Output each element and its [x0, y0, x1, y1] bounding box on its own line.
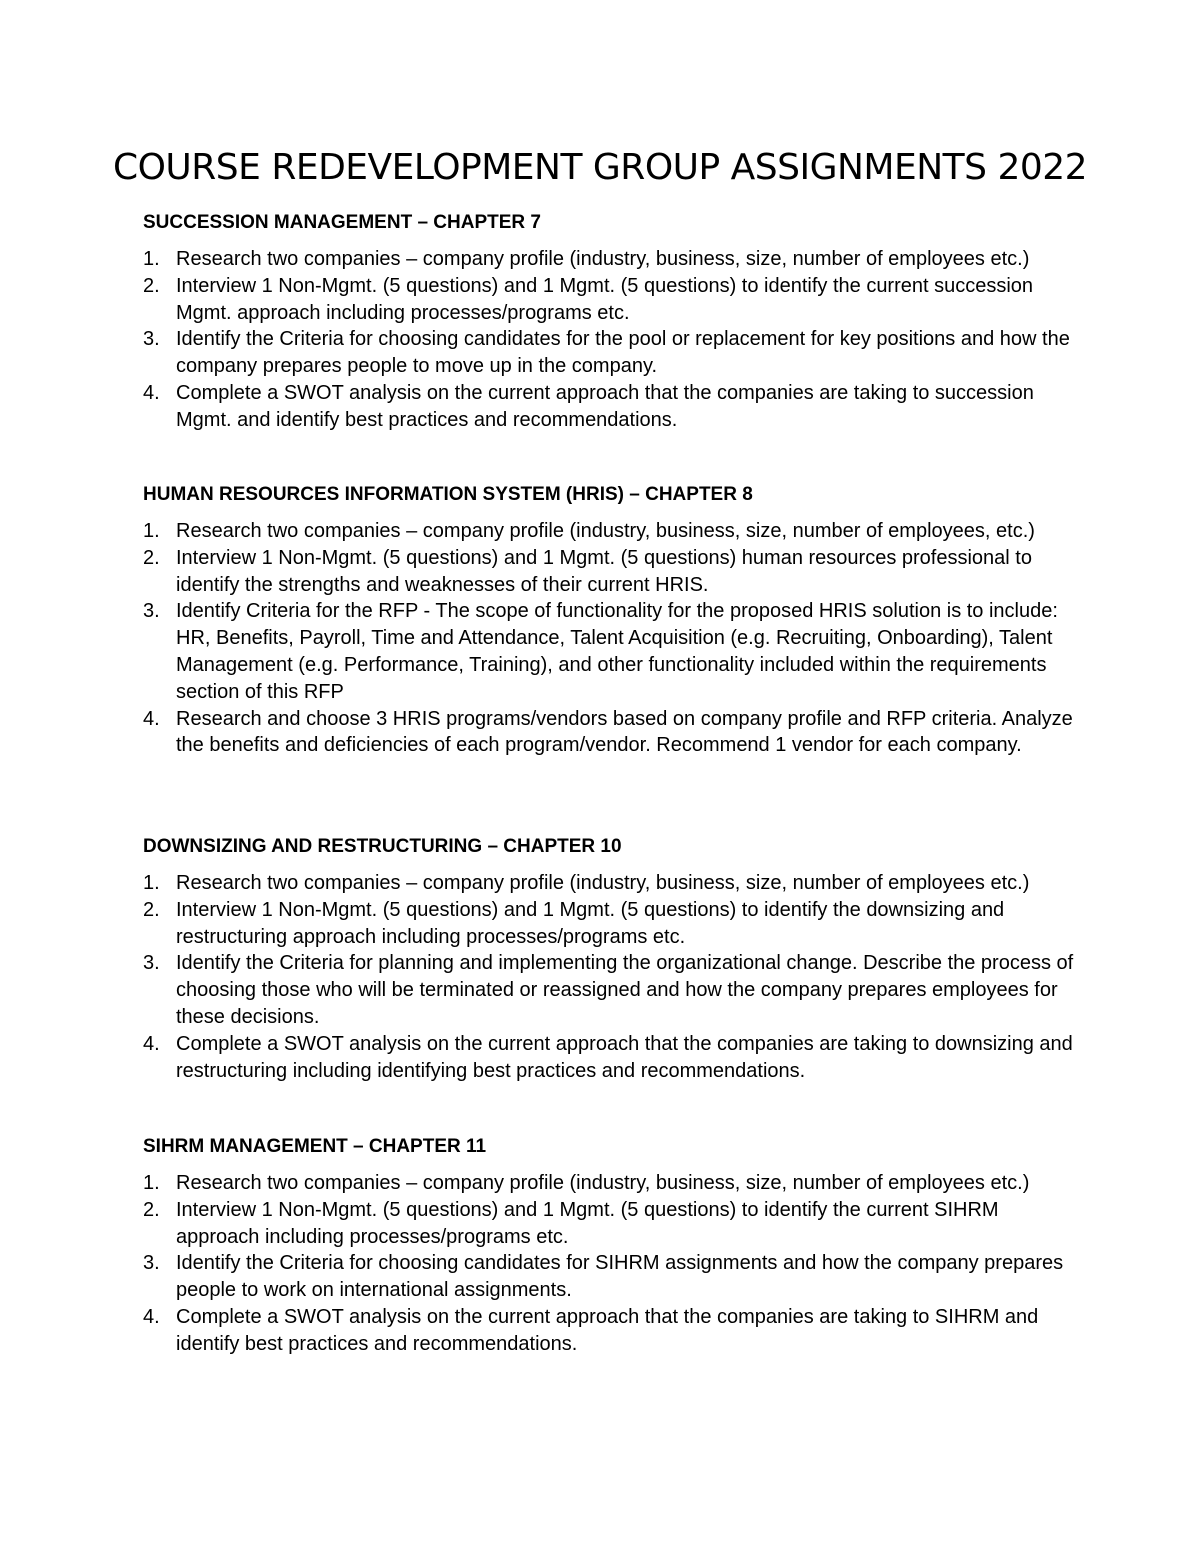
list-item-text: Interview 1 Non-Mgmt. (5 questions) and 1 Mgmt. (5 questions) human resources professional to identify the strengths and weaknesses of their current HRIS.	[176, 546, 1032, 596]
list-item	[143, 950, 1083, 1030]
list-item	[143, 706, 1083, 760]
list-item	[143, 870, 1083, 897]
section-heading: DOWNSIZING AND RESTRUCTURING – CHAPTER 10	[143, 836, 622, 857]
section-downsizing-restructuring	[143, 834, 1083, 1084]
list-number: 1.	[143, 872, 160, 894]
list-number: 2.	[143, 274, 160, 297]
list-number: 4.	[143, 1305, 160, 1328]
list-item	[143, 897, 1083, 951]
list-item-text: Identify the Criteria for planning and implementing the organizational change. Describe the process of choosing those who will be terminated or reassigned and how the company prepares employees for these decisions.	[176, 952, 1074, 1028]
list-item-text: Identify the Criteria for choosing candidates for SIHRM assignments and how the company prepares people to work on international assignments.	[176, 1252, 1064, 1302]
task-list	[143, 870, 1083, 1084]
list-number: 4.	[143, 381, 160, 404]
list-item-text: Identify Criteria for the RFP - The scope of functionality for the proposed HRIS solution is to include: HR, Benefits, Payroll, Time and Attendance, Talent Acquisition (e.g. Recruiting, Onboarding), Talent Management (e.g. Performance, Training), and other functionality included within the requirements section of this RFP	[176, 600, 1058, 703]
section-succession-management	[143, 210, 1083, 434]
list-number: 4.	[143, 1032, 160, 1055]
list-number: 3.	[143, 600, 160, 623]
list-number: 3.	[143, 328, 160, 351]
task-list	[143, 518, 1083, 759]
list-number: 1.	[143, 1172, 160, 1194]
section-heading: SUCCESSION MANAGEMENT – CHAPTER 7	[143, 212, 541, 233]
list-number: 2.	[143, 1198, 160, 1221]
section-sihrm-management	[143, 1134, 1083, 1358]
list-item-text: Complete a SWOT analysis on the current approach that the companies are taking to SIHRM and identify best practices and recommendations.	[176, 1305, 1039, 1355]
list-number: 1.	[143, 248, 160, 270]
list-item-text: Identify the Criteria for choosing candidates for the pool or replacement for key positions and how the company prepares people to move up in the company.	[176, 328, 1070, 378]
section-hris	[143, 482, 1083, 759]
list-item-text: Research and choose 3 HRIS programs/vendors based on company profile and RFP criteria. Analyze the benefits and deficiencies of each program/vendor. Recommend 1 vendor for each company.	[176, 707, 1073, 757]
section-heading: SIHRM MANAGEMENT – CHAPTER 11	[143, 1136, 487, 1157]
list-number: 2.	[143, 898, 160, 921]
list-item-text: Research two companies – company profile (industry, business, size, number of employees etc.)	[176, 248, 1030, 270]
task-list	[143, 1170, 1083, 1358]
list-item-text: Research two companies – company profile (industry, business, size, number of employees, etc.)	[176, 520, 1035, 542]
list-number: 4.	[143, 707, 160, 730]
list-number: 2.	[143, 546, 160, 569]
list-item-text: Research two companies – company profile (industry, business, size, number of employees etc.)	[176, 1172, 1030, 1194]
list-item	[143, 518, 1083, 545]
list-number: 3.	[143, 1252, 160, 1275]
list-item	[143, 380, 1083, 434]
list-item-text: Complete a SWOT analysis on the current approach that the companies are taking to downsizing and restructuring including identifying best practices and recommendations.	[176, 1032, 1073, 1082]
list-item	[143, 1170, 1083, 1197]
list-item	[143, 1304, 1083, 1358]
section-heading: HUMAN RESOURCES INFORMATION SYSTEM (HRIS) – CHAPTER 8	[143, 484, 753, 505]
list-item	[143, 326, 1083, 380]
list-item-text: Research two companies – company profile (industry, business, size, number of employees etc.)	[176, 872, 1030, 894]
list-item-text: Interview 1 Non-Mgmt. (5 questions) and 1 Mgmt. (5 questions) to identify the current SIHRM approach including processes/programs etc.	[176, 1198, 999, 1248]
list-item	[143, 598, 1083, 705]
task-list	[143, 246, 1083, 434]
list-item-text: Complete a SWOT analysis on the current approach that the companies are taking to succession Mgmt. and identify best practices and recommendations.	[176, 381, 1034, 431]
list-number: 1.	[143, 520, 160, 542]
list-item-text: Interview 1 Non-Mgmt. (5 questions) and 1 Mgmt. (5 questions) to identify the current succession Mgmt. approach including processes/programs etc.	[176, 274, 1034, 324]
list-number: 3.	[143, 952, 160, 975]
list-item	[143, 246, 1083, 273]
list-item	[143, 1197, 1083, 1251]
list-item	[143, 273, 1083, 327]
list-item-text: Interview 1 Non-Mgmt. (5 questions) and 1 Mgmt. (5 questions) to identify the downsizing and restructuring approach including processes/programs etc.	[176, 898, 1005, 948]
list-item	[143, 1250, 1083, 1304]
document-title: COURSE REDEVELOPMENT GROUP ASSIGNMENTS 2022	[112, 147, 1088, 188]
list-item	[143, 545, 1083, 599]
list-item	[143, 1031, 1083, 1085]
